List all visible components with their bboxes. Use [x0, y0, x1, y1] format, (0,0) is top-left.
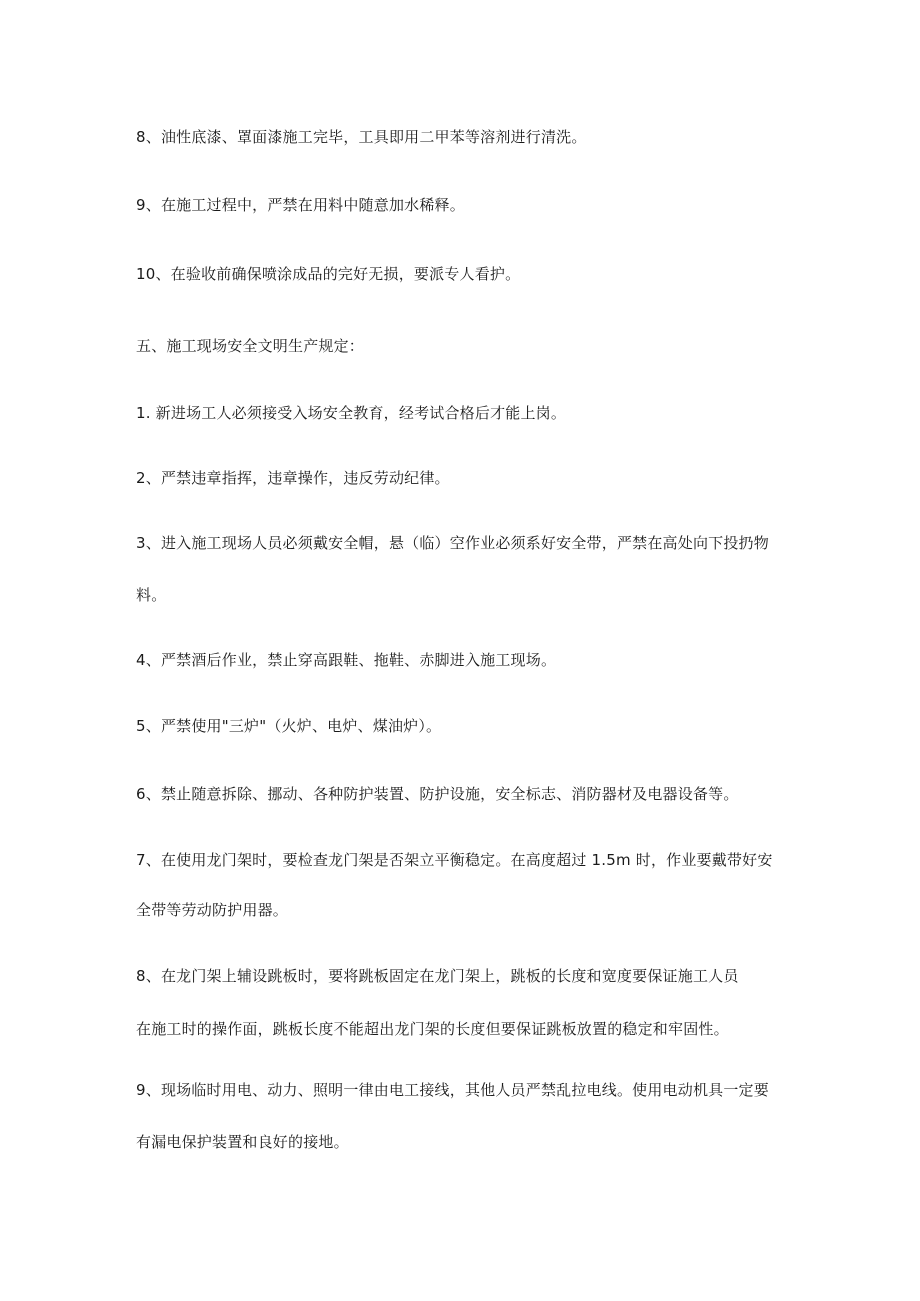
paragraph-line: 4、严禁酒后作业，禁止穿高跟鞋、拖鞋、赤脚进入施工现场。 [136, 651, 557, 669]
paragraph-line: 9、在施工过程中，严禁在用料中随意加水稀释。 [136, 196, 465, 214]
paragraph-line: 9、现场临时用电、动力、照明一律由电工接线，其他人员严禁乱拉电线。使用电动机具一定要 [136, 1081, 769, 1099]
paragraph-line: 7、在使用龙门架时，要检查龙门架是否架立平衡稳定。在高度超过 1.5m 时，作业要戴带好安 [136, 851, 773, 869]
paragraph-line: 全带等劳动防护用器。 [136, 901, 289, 919]
paragraph-line: 8、在龙门架上辅设跳板时，要将跳板固定在龙门架上，跳板的长度和宽度要保证施工人员 [136, 967, 739, 985]
paragraph-line: 6、禁止随意拆除、挪动、各种防护装置、防护设施，安全标志、消防器材及电器设备等。 [136, 785, 739, 803]
section-heading: 五、施工现场安全文明生产规定： [136, 337, 365, 355]
paragraph-line: 料。 [136, 586, 167, 604]
paragraph-line: 3、进入施工现场人员必须戴安全帽，悬（临）空作业必须系好安全带，严禁在高处向下投扔物 [136, 534, 769, 552]
paragraph-line: 1. 新进场工人必须接受入场安全教育，经考试合格后才能上岗。 [136, 404, 567, 422]
paragraph-line: 10、在验收前确保喷涂成品的完好无损，要派专人看护。 [136, 265, 521, 283]
paragraph-line: 有漏电保护装置和良好的接地。 [136, 1133, 349, 1151]
paragraph-line: 2、严禁违章指挥，违章操作，违反劳动纪律。 [136, 469, 450, 487]
paragraph-line: 5、严禁使用"三炉"（火炉、电炉、煤油炉）。 [136, 717, 442, 735]
paragraph-line: 8、油性底漆、罩面漆施工完毕，工具即用二甲苯等溶剂进行清洗。 [136, 128, 587, 146]
paragraph-line: 在施工时的操作面，跳板长度不能超出龙门架的长度但要保证跳板放置的稳定和牢固性。 [136, 1020, 729, 1038]
